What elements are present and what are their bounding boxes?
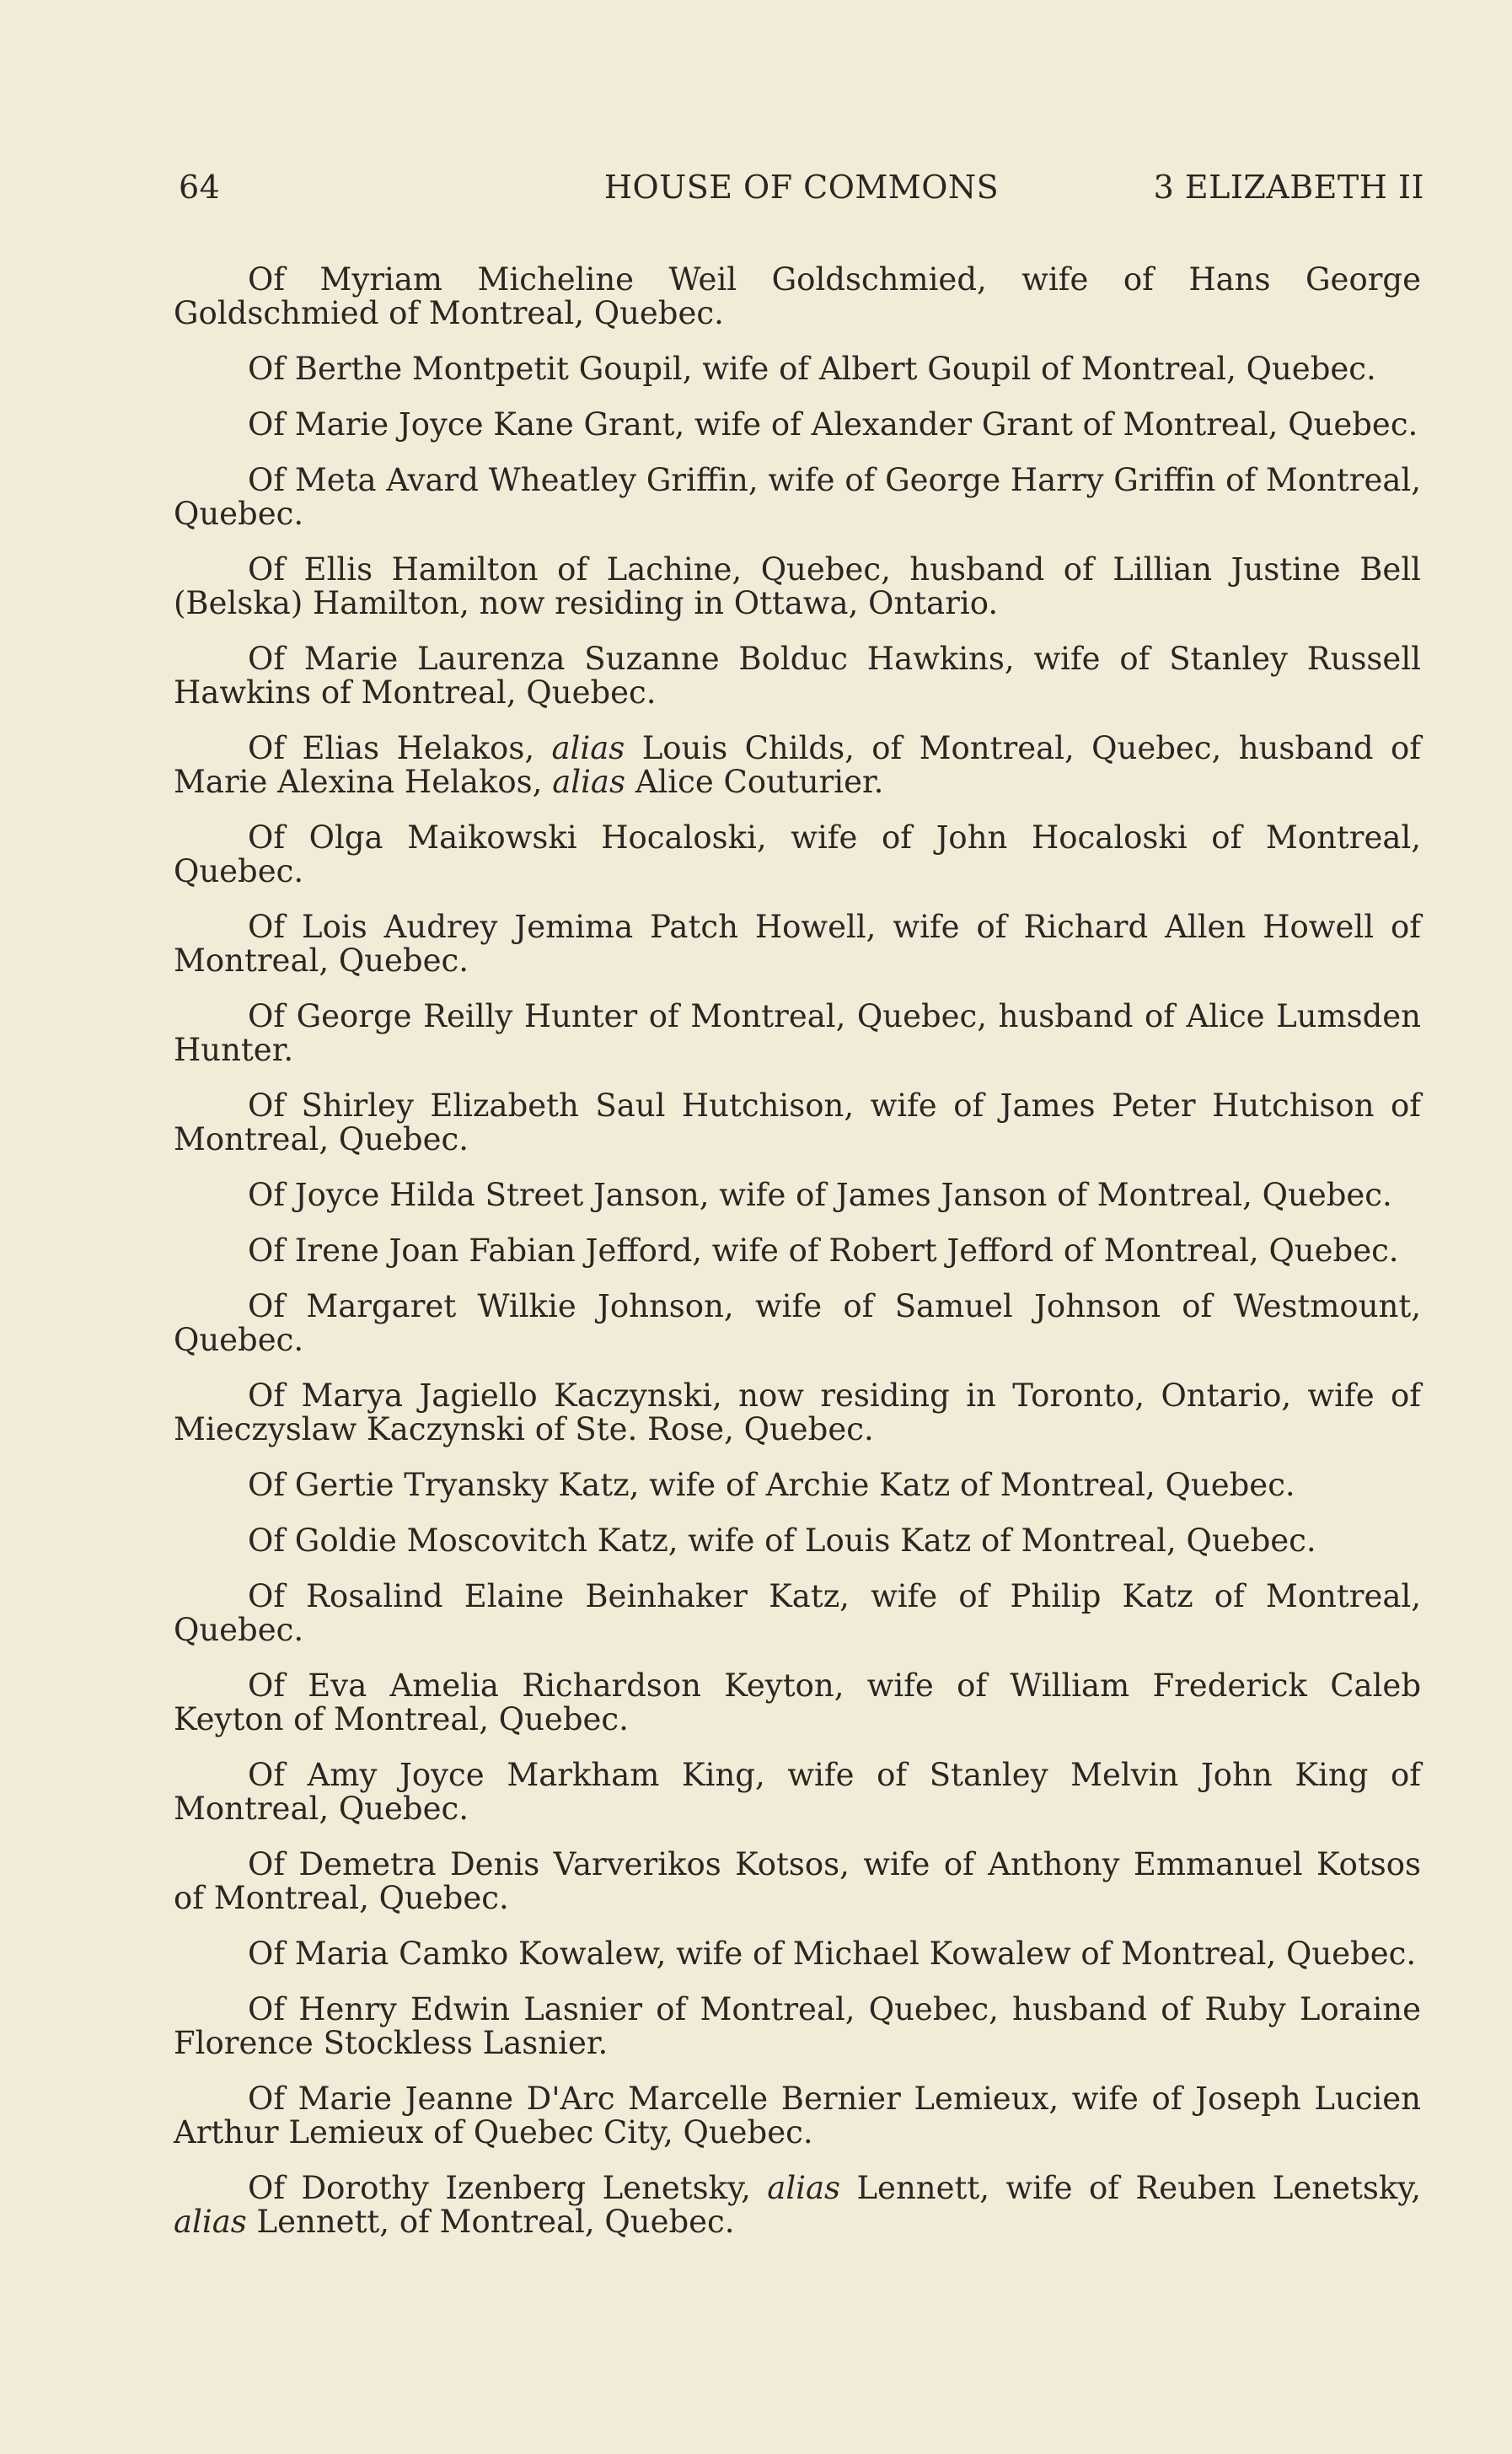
petition-entry [174, 732, 1421, 799]
petition-entry: Of Rosalind Elaine Beinhaker Katz, wife of Philip Katz of Montreal, Quebec. [174, 1578, 1421, 1648]
petition-entry: Of Gertie Tryansky Katz, wife of Archie Katz of Montreal, Quebec. [248, 1467, 1295, 1503]
petition-entry [174, 2172, 1421, 2239]
petition-entry: Of Margaret Wilkie Johnson, wife of Samuel Johnson of Westmount, Quebec. [174, 1288, 1421, 1358]
entry-text: Lennett, of Montreal, Quebec. [246, 2204, 735, 2240]
petition-entry: Of Henry Edwin Lasnier of Montreal, Quebec, husband of Ruby Loraine Florence Stockless Lasnier. [174, 1991, 1421, 2061]
petition-entry: Of Irene Joan Fabian Jefford, wife of Robert Jefford of Montreal, Quebec. [248, 1232, 1399, 1269]
petition-entry: Of Berthe Montpetit Goupil, wife of Albert Goupil of Montreal, Quebec. [248, 351, 1376, 387]
petition-entry: Of Ellis Hamilton of Lachine, Quebec, husband of Lillian Justine Bell (Belska) Hamilton, now residing in Ottawa, Ontario. [174, 551, 1421, 621]
entry-text: Lennett, wife of Reuben Lenetsky, [840, 2170, 1421, 2206]
entry-text: Louis Childs, of Montreal, Quebec, husband of Marie Alexina Helakos, [174, 730, 1421, 800]
alias-term: alias [551, 730, 625, 766]
alias-term: alias [174, 2204, 247, 2240]
petition-entry: Of Goldie Moscovitch Katz, wife of Louis Katz of Montreal, Quebec. [248, 1522, 1316, 1559]
petition-entry: Of Marie Jeanne D'Arc Marcelle Bernier Lemieux, wife of Joseph Lucien Arthur Lemieux of Quebec City, Quebec. [174, 2081, 1421, 2151]
petition-entry: Of Amy Joyce Markham King, wife of Stanley Melvin John King of Montreal, Quebec. [174, 1757, 1421, 1827]
page-number: 64 [179, 169, 221, 206]
running-title: HOUSE OF COMMONS [603, 169, 1000, 206]
entry-text: Alice Couturier. [625, 764, 884, 800]
page-header [179, 169, 1424, 211]
entry-text: Of Dorothy Izenberg Lenetsky, [248, 2170, 768, 2206]
petition-entry: Of Lois Audrey Jemima Patch Howell, wife of Richard Allen Howell of Montreal, Quebec. [174, 909, 1421, 979]
petition-entry: Of Shirley Elizabeth Saul Hutchison, wife of James Peter Hutchison of Montreal, Quebec. [174, 1087, 1421, 1157]
petition-entry: Of Olga Maikowski Hocaloski, wife of John Hocaloski of Montreal, Quebec. [174, 819, 1421, 889]
alias-term: alias [552, 764, 625, 800]
petition-entry: Of Meta Avard Wheatley Griffin, wife of George Harry Griffin of Montreal, Quebec. [174, 462, 1421, 532]
petition-entry: Of Marie Laurenza Suzanne Bolduc Hawkins, wife of Stanley Russell Hawkins of Montreal, Quebec. [174, 641, 1421, 711]
petition-entry: Of Demetra Denis Varverikos Kotsos, wife of Anthony Emmanuel Kotsos of Montreal, Quebec. [174, 1846, 1421, 1916]
petition-entry: Of Eva Amelia Richardson Keyton, wife of William Frederick Caleb Keyton of Montreal, Quebec. [174, 1667, 1421, 1737]
petition-entry: Of Joyce Hilda Street Janson, wife of James Janson of Montreal, Quebec. [248, 1177, 1392, 1213]
petition-entry: Of George Reilly Hunter of Montreal, Quebec, husband of Alice Lumsden Hunter. [174, 998, 1421, 1068]
regnal-year: 3 ELIZABETH II [1153, 169, 1424, 206]
petition-entry: Of Myriam Micheline Weil Goldschmied, wife of Hans George Goldschmied of Montreal, Quebec. [174, 261, 1421, 331]
petition-entry: Of Marie Joyce Kane Grant, wife of Alexander Grant of Montreal, Quebec. [248, 406, 1418, 443]
petition-entry: Of Maria Camko Kowalew, wife of Michael Kowalew of Montreal, Quebec. [248, 1936, 1417, 1972]
petition-list [174, 263, 1421, 2261]
alias-term: alias [767, 2170, 841, 2206]
entry-text: Of Elias Helakos, [248, 730, 552, 766]
petition-entry: Of Marya Jagiello Kaczynski, now residing in Toronto, Ontario, wife of Mieczyslaw Kaczynski of Ste. Rose, Quebec. [174, 1377, 1421, 1447]
